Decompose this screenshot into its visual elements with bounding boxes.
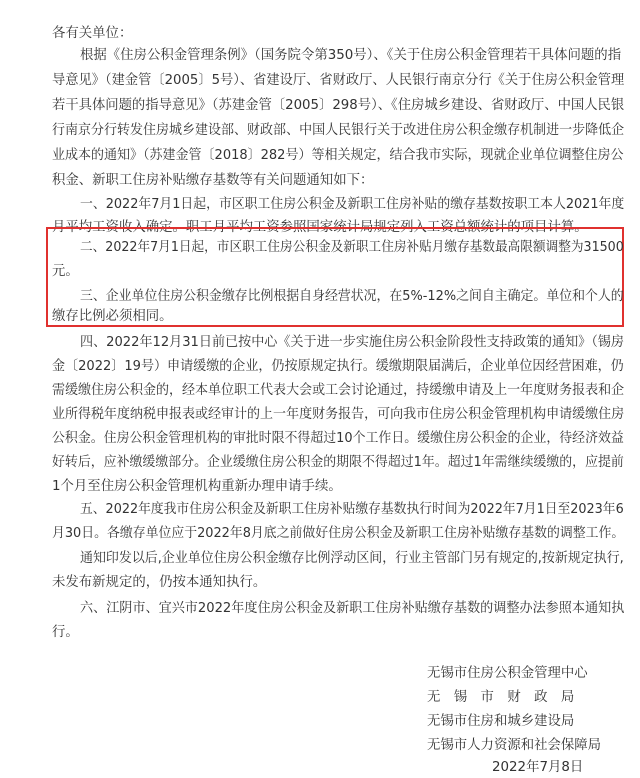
note-line: 未发布新规定的，仍按本通知执行。	[52, 575, 267, 590]
item-4-line: 公积金。住房公积金管理机构的审批时限不得超过10个工作日。缓缴住房公积金的企业，待经济效益	[52, 431, 624, 446]
item-4-line: 好转后，应补缴缓缴部分。企业缓缴住房公积金的期限不得超过1年。超过1年需继续缓缴的，应提前	[52, 455, 624, 470]
signatory: 无锡市人力资源和社会保障局	[427, 738, 602, 753]
item-1-line: 月平均工资收入确定。职工月平均工资参照国家统计局规定列入工资总额统计的项目计算。	[52, 220, 588, 235]
item-5-line: 月30日。各缴存单位应于2022年8月底之前做好住房公积金及新职工住房补贴缴存基数的调整工作。	[52, 526, 625, 541]
item-6-line: 六、江阴市、宜兴市2022年度住房公积金及新职工住房补贴缴存基数的调整办法参照本通知执	[80, 601, 625, 616]
item-2-line: 二、2022年7月1日起，市区职工住房公积金及新职工住房补贴月缴存基数最高限额调整为31500	[80, 240, 624, 255]
signatory: 无锡市住房和城乡建设局	[427, 714, 575, 729]
item-4-line: 四、2022年12月31日前已按中心《关于进一步实施住房公积金阶段性支持政策的通知》（锡房	[80, 335, 624, 350]
intro-line: 积金、新职工住房补贴缴存基数等有关问题通知如下：	[52, 173, 374, 188]
signatory: 无 锡 市 财 政 局	[427, 690, 575, 705]
intro-line: 导意见》（建金管〔2005〕5号）、省建设厅、省财政厅、人民银行南京分行《关于住房公积金管理	[52, 73, 625, 88]
item-4-line: 1个月至住房公积金管理机构重新办理申请手续。	[52, 479, 342, 494]
intro-line: 行南京分行转发住房城乡建设部、财政部、中国人民银行关于改进住房公积金缴存机制进一步降低企	[52, 123, 625, 138]
salutation: 各有关单位：	[52, 26, 133, 41]
note-line: 通知印发以后,企业单位住房公积金缴存比例浮动区间，行业主管部门另有规定的,按新规定执行,	[80, 551, 624, 566]
item-3-line: 三、企业单位住房公积金缴存比例根据自身经营状况，在5%-12%之间自主确定。单位和个人的	[80, 289, 624, 304]
item-6-line: 行。	[52, 625, 79, 640]
item-4-line: 需缓缴住房公积金的，经本单位职工代表大会或工会讨论通过，持缓缴申请及上一年度财务报表和企	[52, 383, 625, 398]
issue-date: 2022年7月8日	[492, 760, 584, 775]
item-5-line: 五、2022年度我市住房公积金及新职工住房补贴缴存基数执行时间为2022年7月1日至2023年6	[80, 502, 624, 517]
intro-line: 若干具体问题的指导意见》（苏建金管〔2005〕298号）、《住房城乡建设、省财政厅、中国人民银	[52, 98, 625, 113]
item-2-line: 元。	[52, 264, 79, 279]
item-4-line: 业所得税年度纳税申报表或经审计的上一年度财务报告，可向我市住房公积金管理机构申请缓缴住房	[52, 407, 625, 422]
signatory: 无锡市住房公积金管理中心	[427, 666, 588, 681]
intro-line: 业成本的通知》（苏建金管〔2018〕282号）等相关规定，结合我市实际，现就企业单位调整住房公	[52, 148, 624, 163]
item-3-line: 缴存比例必须相同。	[52, 309, 173, 324]
intro-line: 根据《住房公积金管理条例》（国务院令第350号）、《关于住房公积金管理若干具体问题的指	[80, 48, 622, 63]
item-4-line: 金〔2022〕19号）申请缓缴的企业，仍按原规定执行。缓缴期限届满后，企业单位因经营困难，仍	[52, 359, 624, 374]
item-1-line: 一、2022年7月1日起，市区职工住房公积金及新职工住房补贴的缴存基数按职工本人2021年度	[80, 197, 625, 212]
